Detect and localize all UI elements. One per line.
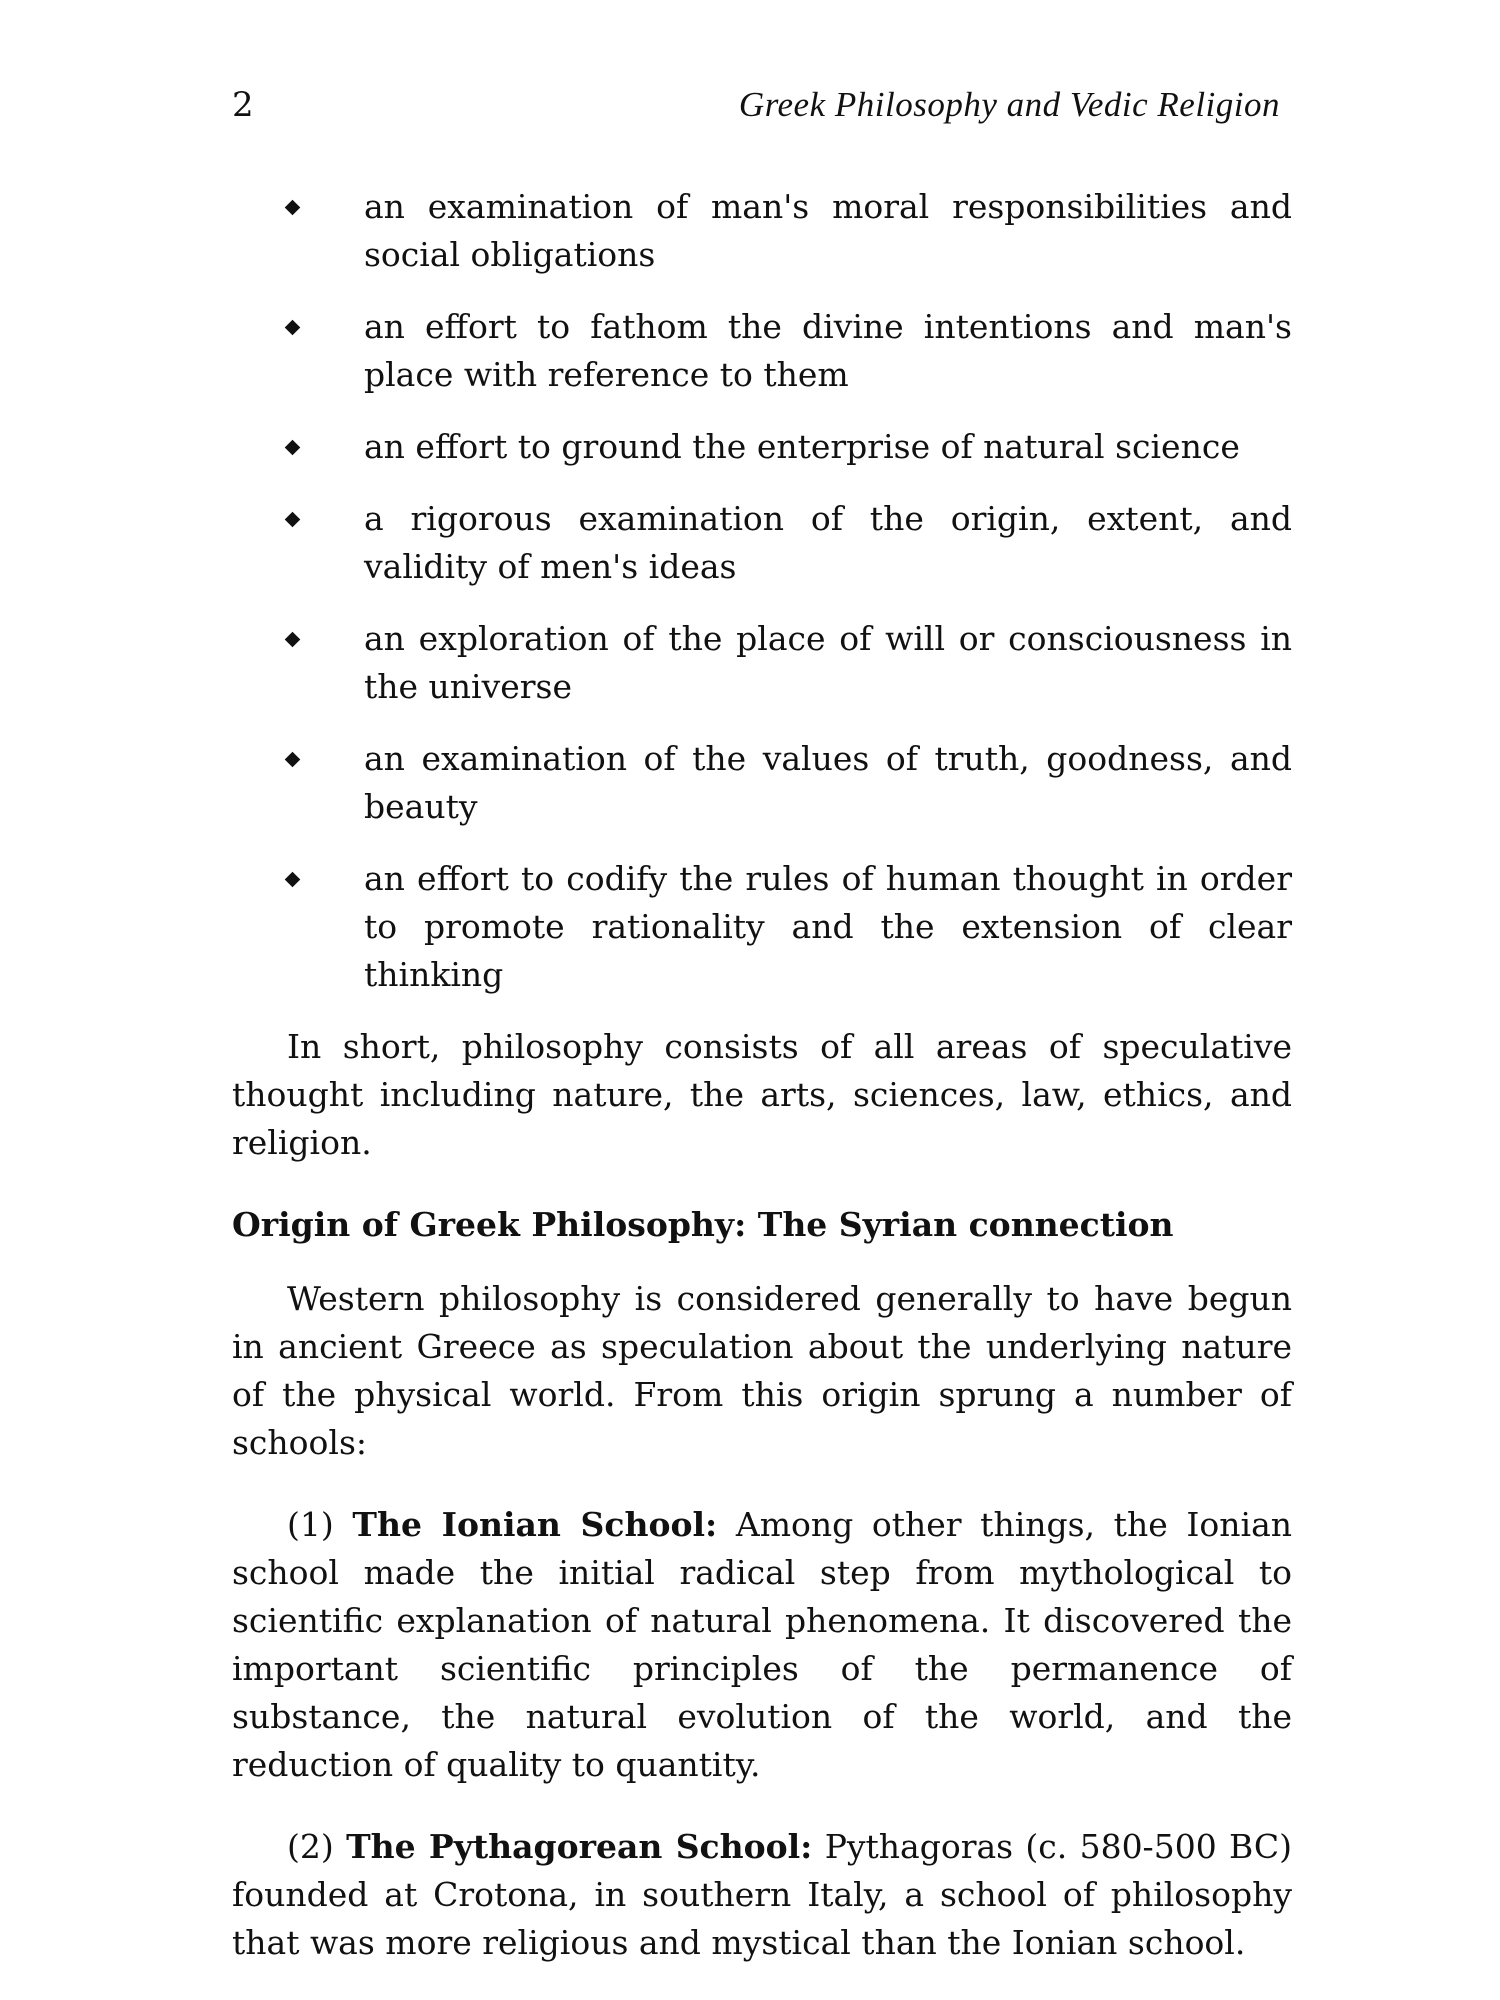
diamond-bullet-icon: [285, 512, 301, 528]
list-item: [232, 735, 1292, 831]
section-heading: Origin of Greek Philosophy: The Syrian connection: [232, 1205, 1174, 1244]
school-name: The Ionian School:: [352, 1505, 718, 1544]
page-number: 2: [232, 85, 254, 125]
school-name: The Pythagorean School:: [346, 1827, 813, 1866]
list-item: [232, 855, 1292, 999]
pythagorean-school-paragraph: [232, 1823, 1292, 1967]
book-page: [232, 85, 1292, 1962]
diamond-bullet-icon: [285, 632, 301, 648]
running-head: [232, 85, 1292, 145]
list-item: [232, 615, 1292, 711]
list-item-text: an examination of man's moral responsibilities and social obligations: [364, 187, 1292, 274]
school-description: Among other things, the Ionian school made the initial radical step from mythological to scientific explanation of natural phenomena. It discovered the important scientific principles of the permanence of substance, the natural evolution of the world, and the reduction of quality to quantity.: [232, 1505, 1292, 1784]
intro-paragraph: Western philosophy is considered generally to have begun in ancient Greece as speculation about the underlying nature of the physical world. From this origin sprung a number of schools:: [232, 1279, 1292, 1462]
list-item-text: an exploration of the place of will or consciousness in the universe: [364, 619, 1292, 706]
school-number: (2): [287, 1827, 334, 1866]
diamond-bullet-icon: [285, 872, 301, 888]
list-item: [232, 303, 1292, 399]
list-item-text: an examination of the values of truth, goodness, and beauty: [364, 739, 1292, 826]
diamond-bullet-icon: [285, 440, 301, 456]
list-item: [232, 495, 1292, 591]
diamond-bullet-icon: [285, 200, 301, 216]
philosophy-bullet-list: [232, 183, 1292, 999]
list-item-text: an effort to fathom the divine intentions and man's place with reference to them: [364, 307, 1292, 394]
school-number: (1): [287, 1505, 334, 1544]
list-item-text: a rigorous examination of the origin, extent, and validity of men's ideas: [364, 499, 1292, 586]
list-item-text: an effort to codify the rules of human thought in order to promote rationality and the extension of clear thinking: [364, 859, 1292, 994]
diamond-bullet-icon: [285, 752, 301, 768]
running-title: Greek Philosophy and Vedic Religion: [738, 85, 1280, 124]
ionian-school-paragraph: [232, 1501, 1292, 1789]
diamond-bullet-icon: [285, 320, 301, 336]
list-item: [232, 423, 1292, 471]
summary-paragraph: In short, philosophy consists of all areas of speculative thought including nature, the arts, sciences, law, ethics, and religion.: [232, 1027, 1292, 1162]
list-item-text: an effort to ground the enterprise of natural science: [364, 427, 1240, 466]
school-description: Pythagoras (c. 580-500 BC) founded at Crotona, in southern Italy, a school of philosophy that was more religious and mystical than the Ionian school.: [232, 1827, 1292, 1962]
list-item: [232, 183, 1292, 279]
